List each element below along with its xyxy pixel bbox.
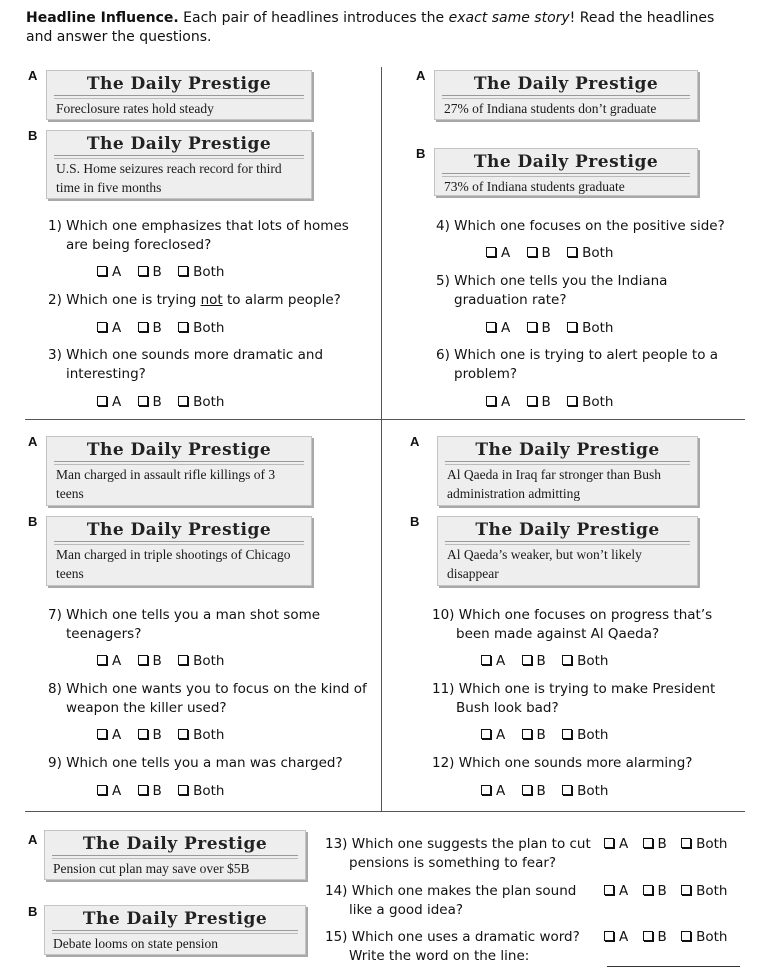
option-a-checkbox[interactable]: A — [97, 653, 121, 669]
answer-options-9 — [97, 783, 236, 799]
option-both-checkbox[interactable]: Both — [562, 727, 608, 743]
headline-text: U.S. Home seizures reach record for third time in five months — [56, 161, 282, 195]
answer-options-3 — [97, 394, 236, 410]
option-a-checkbox[interactable]: A — [481, 783, 505, 799]
masthead: The Daily Prestige — [82, 909, 268, 929]
option-b-checkbox[interactable]: B — [527, 245, 551, 261]
answer-options-5 — [486, 320, 625, 336]
headline-text: Al Qaeda in Iraq far stronger than Bush administration admitting — [447, 467, 662, 501]
headline-card — [434, 148, 698, 196]
option-both-checkbox[interactable]: Both — [562, 783, 608, 799]
headline-card — [44, 830, 306, 880]
instructions — [26, 9, 741, 47]
question-6: 6) Which one is trying to alert people to a problem? — [436, 347, 719, 382]
question-3: 3) Which one sounds more dramatic and interesting? — [48, 347, 324, 382]
option-a-checkbox[interactable]: A — [486, 394, 510, 410]
option-a-checkbox[interactable]: A — [604, 929, 628, 945]
masthead: The Daily Prestige — [475, 440, 660, 460]
option-a-checkbox[interactable]: A — [97, 264, 121, 280]
option-b-checkbox[interactable]: B — [138, 264, 162, 280]
headline-text: Pension cut plan may save over $5B — [53, 861, 250, 876]
masthead: The Daily Prestige — [473, 74, 659, 94]
option-both-checkbox[interactable]: Both — [681, 836, 727, 852]
option-b-checkbox[interactable]: B — [522, 653, 546, 669]
option-both-checkbox[interactable]: Both — [567, 320, 613, 336]
question-4: 4) Which one focuses on the positive side? — [436, 218, 725, 234]
option-a-checkbox[interactable]: A — [481, 653, 505, 669]
option-both-checkbox[interactable]: Both — [178, 320, 224, 336]
question-2: 2) Which one is trying not to alarm people? — [48, 292, 341, 308]
answer-options-13 — [604, 836, 727, 852]
headline-card — [437, 436, 698, 506]
option-b-checkbox[interactable]: B — [138, 394, 162, 410]
question-9: 9) Which one tells you a man was charged? — [48, 755, 343, 771]
answer-options-1 — [97, 264, 236, 280]
option-both-checkbox[interactable]: Both — [178, 394, 224, 410]
option-b-checkbox[interactable]: B — [643, 929, 667, 945]
option-a-checkbox[interactable]: A — [97, 727, 121, 743]
option-a-checkbox[interactable]: A — [486, 245, 510, 261]
question-13: 13) Which one suggests the plan to cut pensions is something to fear? — [325, 836, 591, 871]
answer-options-2 — [97, 320, 236, 336]
option-both-checkbox[interactable]: Both — [567, 245, 613, 261]
answer-write-line[interactable] — [607, 966, 740, 967]
headline-card — [46, 516, 312, 586]
option-both-checkbox[interactable]: Both — [562, 653, 608, 669]
instructions-text-2: ! Read the headlines and answer the questions. — [26, 10, 715, 45]
option-a-checkbox[interactable]: A — [486, 320, 510, 336]
headline-label-b: B — [28, 904, 38, 919]
option-b-checkbox[interactable]: B — [527, 394, 551, 410]
headline-label-b: B — [28, 128, 38, 143]
headline-label-a: A — [416, 68, 426, 83]
option-b-checkbox[interactable]: B — [522, 783, 546, 799]
headline-card — [46, 130, 312, 199]
divider-vertical-middle — [381, 420, 382, 811]
answer-options-7 — [97, 653, 236, 669]
answer-options-8 — [97, 727, 236, 743]
masthead: The Daily Prestige — [475, 520, 660, 540]
headline-label-a: A — [28, 68, 38, 83]
question-14: 14) Which one makes the plan sound like a good idea? — [325, 883, 577, 918]
option-both-checkbox[interactable]: Both — [681, 883, 727, 899]
headline-text: 27% of Indiana students don’t graduate — [444, 101, 657, 116]
headline-card — [44, 905, 306, 955]
option-a-checkbox[interactable]: A — [604, 836, 628, 852]
question-7: 7) Which one tells you a man shot some teenagers? — [48, 607, 321, 642]
option-a-checkbox[interactable]: A — [604, 883, 628, 899]
answer-options-15 — [604, 929, 727, 945]
masthead: The Daily Prestige — [473, 152, 659, 172]
option-b-checkbox[interactable]: B — [138, 727, 162, 743]
option-a-checkbox[interactable]: A — [97, 783, 121, 799]
headline-card — [437, 516, 698, 586]
option-both-checkbox[interactable]: Both — [567, 394, 613, 410]
headline-card — [46, 436, 312, 506]
answer-options-4 — [486, 245, 625, 261]
option-both-checkbox[interactable]: Both — [178, 653, 224, 669]
option-both-checkbox[interactable]: Both — [178, 727, 224, 743]
headline-card — [434, 70, 698, 120]
masthead: The Daily Prestige — [86, 74, 272, 94]
divider-vertical-top — [381, 67, 382, 419]
headline-label-a: A — [410, 434, 420, 449]
option-both-checkbox[interactable]: Both — [681, 929, 727, 945]
answer-options-10 — [481, 653, 620, 669]
masthead: The Daily Prestige — [82, 834, 268, 854]
question-5: 5) Which one tells you the Indiana graduation rate? — [436, 273, 668, 308]
option-both-checkbox[interactable]: Both — [178, 783, 224, 799]
headline-text: 73% of Indiana students graduate — [444, 179, 625, 194]
question-8: 8) Which one wants you to focus on the kind of weapon the killer used? — [48, 681, 367, 716]
masthead: The Daily Prestige — [86, 134, 272, 154]
option-both-checkbox[interactable]: Both — [178, 264, 224, 280]
question-15: 15) Which one uses a dramatic word? Write the word on the line: — [325, 929, 580, 964]
question-10: 10) Which one focuses on progress that’s been made against Al Qaeda? — [432, 607, 713, 642]
answer-options-11 — [481, 727, 620, 743]
headline-label-a: A — [28, 434, 38, 449]
option-b-checkbox[interactable]: B — [138, 320, 162, 336]
headline-text: Man charged in assault rifle killings of 3 teens — [56, 467, 276, 501]
question-12: 12) Which one sounds more alarming? — [432, 755, 693, 771]
option-b-checkbox[interactable]: B — [643, 836, 667, 852]
option-a-checkbox[interactable]: A — [481, 727, 505, 743]
option-b-checkbox[interactable]: B — [527, 320, 551, 336]
answer-options-6 — [486, 394, 625, 410]
answer-options-14 — [604, 883, 727, 899]
option-a-checkbox[interactable]: A — [97, 394, 121, 410]
headline-label-a: A — [28, 832, 38, 847]
headline-text: Debate looms on state pension — [53, 936, 218, 951]
instructions-title: Headline Influence. — [26, 10, 179, 26]
instructions-emphasis: exact same story — [448, 10, 570, 26]
headline-text: Man charged in triple shootings of Chicago teens — [56, 547, 291, 581]
question-1: 1) Which one emphasizes that lots of homes are being foreclosed? — [48, 218, 349, 253]
divider-horizontal-2 — [25, 811, 745, 812]
masthead: The Daily Prestige — [86, 520, 272, 540]
headline-label-b: B — [28, 514, 38, 529]
headline-card — [46, 70, 312, 120]
masthead: The Daily Prestige — [86, 440, 272, 460]
answer-options-12 — [481, 783, 620, 799]
option-a-checkbox[interactable]: A — [97, 320, 121, 336]
option-b-checkbox[interactable]: B — [138, 653, 162, 669]
option-b-checkbox[interactable]: B — [643, 883, 667, 899]
option-b-checkbox[interactable]: B — [138, 783, 162, 799]
question-11: 11) Which one is trying to make President Bush look bad? — [432, 681, 716, 716]
headline-label-b: B — [410, 514, 420, 529]
instructions-text-1: Each pair of headlines introduces the — [178, 10, 449, 26]
headline-label-b: B — [416, 146, 426, 161]
headline-text: Foreclosure rates hold steady — [56, 101, 214, 116]
headline-text: Al Qaeda’s weaker, but won’t likely disappear — [447, 547, 642, 581]
option-b-checkbox[interactable]: B — [522, 727, 546, 743]
divider-horizontal-1 — [25, 419, 745, 420]
